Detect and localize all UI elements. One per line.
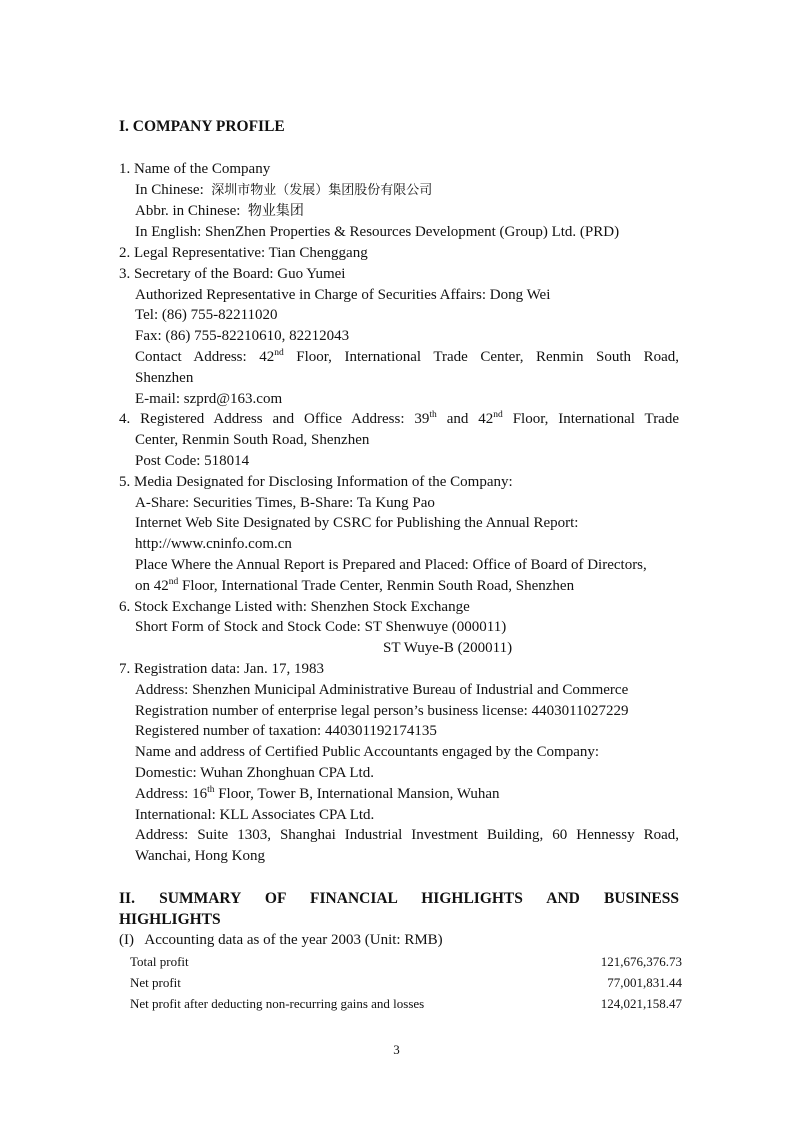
- row-label: Net profit after deducting non-recurring gains and losses: [130, 995, 425, 1011]
- page-number: 3: [393, 1042, 400, 1057]
- reg-sup1: th: [429, 410, 437, 421]
- international-cpa-address: Address: Suite 1303, Shanghai Industrial Investment Building, 60 Hennessy Road,: [135, 827, 679, 844]
- tel: Tel: (86) 755-82211020: [135, 307, 278, 324]
- reg-post: Floor, International Trade: [502, 411, 679, 428]
- contact-address: [119, 347, 679, 368]
- international-cpa-address-cont: Wanchai, Hong Kong: [135, 848, 266, 865]
- place-cont-sup: nd: [168, 576, 179, 587]
- fax: Fax: (86) 755-82210610, 82212043: [135, 328, 350, 345]
- international-cpa: International: KLL Associates CPA Ltd.: [135, 806, 375, 823]
- table-row: [130, 973, 682, 994]
- authorized-rep: Authorized Representative in Charge of Securities Affairs: Dong Wei: [135, 286, 551, 303]
- accounting-data-subheading: (I) Accounting data as of the year 2003 (Unit: RMB): [119, 932, 443, 949]
- reg-sup2: nd: [493, 410, 503, 421]
- company-abbr-chinese: [119, 201, 679, 222]
- reg-mid: and 42: [436, 411, 494, 428]
- stock-short-form: Short Form of Stock and Stock Code: ST Shenwuye (000011): [135, 619, 507, 636]
- section-2-heading: II. SUMMARY OF FINANCIAL HIGHLIGHTS AND BUSINESS: [119, 889, 679, 907]
- contact-post: Floor, International Trade Center, Renmin South Road,: [283, 348, 680, 365]
- report-place: Place Where the Annual Report is Prepared and Placed: Office of Board of Directors,: [135, 556, 647, 573]
- item-5-title: 5. Media Designated for Disclosing Information of the Company:: [119, 473, 513, 490]
- place-cont-pre: on 42: [135, 577, 169, 594]
- item-6-title: 6. Stock Exchange Listed with: Shenzhen Stock Exchange: [119, 598, 470, 615]
- company-name-english: In English: ShenZhen Properties & Resources Development (Group) Ltd. (PRD): [135, 224, 620, 241]
- row-label: Total profit: [130, 954, 189, 970]
- reg-pre: 4. Registered Address and Office Address: 39: [119, 411, 430, 428]
- post-code: Post Code: 518014: [135, 452, 250, 469]
- cpa-label: Name and address of Certified Public Accountants engaged by the Company:: [135, 744, 600, 761]
- media: A-Share: Securities Times, B-Share: Ta Kung Pao: [135, 494, 435, 511]
- report-place-cont: [119, 576, 679, 597]
- item-2-legal-rep: 2. Legal Representative: Tian Chenggang: [119, 244, 368, 261]
- abbr-label: Abbr. in Chinese:: [135, 203, 241, 220]
- item-7-title: 7. Registration data: Jan. 17, 1983: [119, 660, 324, 677]
- chinese-value: 深圳市物业（发展）集团股份有限公司: [211, 182, 433, 198]
- place-cont-post: Floor, International Trade Center, Renmin South Road, Shenzhen: [178, 577, 575, 594]
- domestic-cpa: Domestic: Wuhan Zhonghuan CPA Ltd.: [135, 764, 374, 781]
- row-value: 124,021,158.47: [600, 995, 682, 1011]
- page-content: [119, 117, 682, 1015]
- chinese-label: In Chinese:: [135, 181, 204, 198]
- section-2-heading-cont: HIGHLIGHTS: [119, 910, 221, 928]
- item-3-title: 3. Secretary of the Board: Guo Yumei: [119, 265, 346, 282]
- item-4-registered-address: [119, 409, 679, 430]
- domestic-addr-sup: th: [207, 784, 215, 795]
- table-row: [130, 952, 682, 973]
- row-label: Net profit: [130, 975, 181, 991]
- email: E-mail: szprd@163.com: [135, 390, 283, 407]
- abbr-value: 物业集团: [247, 203, 304, 220]
- domestic-addr-post: Floor, Tower B, International Mansion, Wuhan: [214, 785, 500, 802]
- item-1-title: 1. Name of the Company: [119, 160, 271, 177]
- registered-address-cont: Center, Renmin South Road, Shenzhen: [135, 432, 370, 449]
- taxation-number: Registered number of taxation: 440301192174135: [135, 723, 437, 740]
- contact-sup: nd: [274, 347, 284, 358]
- web-label: Internet Web Site Designated by CSRC for Publishing the Annual Report:: [135, 515, 579, 532]
- company-name-chinese: [119, 180, 679, 202]
- table-row: [130, 994, 682, 1015]
- web-url: http://www.cninfo.com.cn: [135, 536, 292, 553]
- domestic-addr-pre: Address: 16: [135, 785, 208, 802]
- section-1-heading: I. COMPANY PROFILE: [119, 118, 285, 135]
- stock-short-form-b: ST Wuye-B (200011): [383, 640, 513, 657]
- domestic-cpa-address: [119, 784, 679, 805]
- registration-address: Address: Shenzhen Municipal Administrative Bureau of Industrial and Commerce: [135, 681, 629, 698]
- accounting-data-table: [130, 952, 682, 1014]
- contact-pre: Contact Address: 42: [135, 348, 275, 365]
- row-value: 121,676,376.73: [600, 954, 682, 970]
- row-value: 77,001,831.44: [607, 975, 682, 991]
- business-license: Registration number of enterprise legal person’s business license: 4403011027229: [135, 702, 629, 719]
- contact-address-cont: Shenzhen: [135, 369, 194, 386]
